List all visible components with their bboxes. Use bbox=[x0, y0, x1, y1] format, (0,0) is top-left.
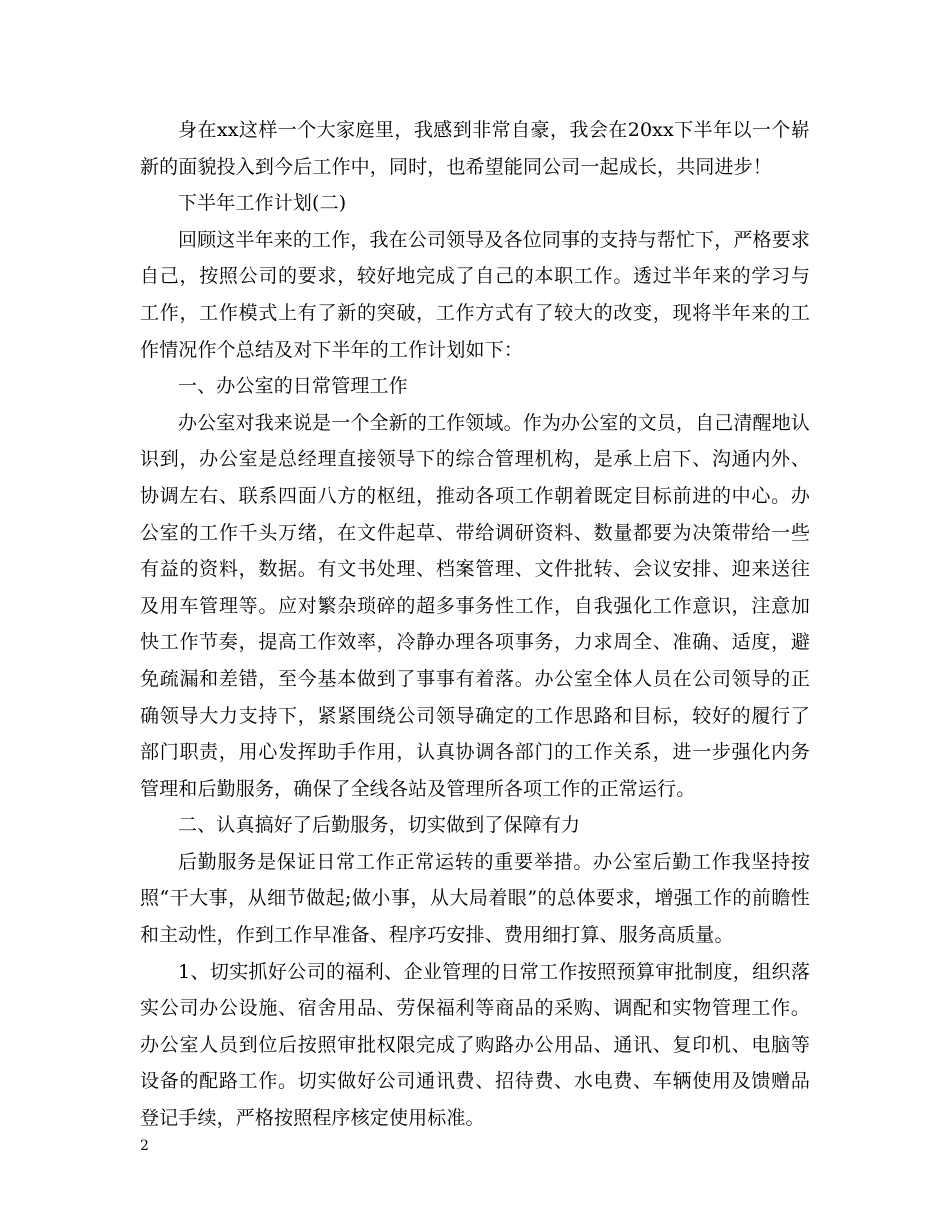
paragraph-logistics-service: 后勤服务是保证日常工作正常运转的重要举措。办公室后勤工作我坚持按照“干大事，从细节做起;做小事，从大局着眼”的总体要求，增强工作的前瞻性和主动性，作到工作早准备、程序巧安排、费用细打算、服务高质量。 bbox=[140, 850, 810, 947]
section-title-plan-two: 下半年工作计划(二) bbox=[178, 192, 347, 215]
heading-office-management: 一、办公室的日常管理工作 bbox=[178, 375, 408, 398]
paragraph-office-management: 办公室对我来说是一个全新的工作领域。作为办公室的文员，自己清醒地认识到，办公室是总经理直接领导下的综合管理机构，是承上启下、沟通内外、协调左右、联系四面八方的枢纽，推动各项工作朝着既定目标前进的中心。办公室的工作千头万绪，在文件起草、带给调研资料、数量都要为决策带给一些有益的资料，数据。有文书处理、档案管理、文件批转、会议安排、迎来送往及用车管理等。应对繁杂琐碎的超多事务性工作，自我强化工作意识，注意加快工作节奏，提高工作效率，冷静办理各项事务，力求周全、准确、适度，避免疏漏和差错，至今基本做到了事事有着落。办公室全体人员在公司领导的正确领导大力支持下，紧紧围绕公司领导确定的工作思路和目标，较好的履行了部门职责，用心发挥助手作用，认真协调各部门的工作关系，进一步强化内务管理和后勤服务，确保了全线各站及管理所各项工作的正常运行。 bbox=[140, 411, 810, 800]
page-number: 2 bbox=[140, 1138, 149, 1154]
heading-logistics-service: 二、认真搞好了后勤服务，切实做到了保障有力 bbox=[178, 814, 581, 837]
paragraph-welfare-management: 1、切实抓好公司的福利、企业管理的日常工作按照预算审批制度，组织落实公司办公设施、宿舍用品、劳保福利等商品的采购、调配和实物管理工作。办公室人员到位后按照审批权限完成了购路办公用品、通讯、复印机、电脑等设备的配路工作。切实做好公司通讯费、招待费、水电费、车辆使用及馈赠品登记手续，严格按照程序核定使用标准。 bbox=[140, 960, 810, 1130]
paragraph-review: 回顾这半年来的工作，我在公司领导及各位同事的支持与帮忙下，严格要求自己，按照公司的要求，较好地完成了自己的本职工作。透过半年来的学习与工作，工作模式上有了新的突破，工作方式有了较大的改变，现将半年来的工作情况作个总结及对下半年的工作计划如下： bbox=[140, 228, 810, 361]
document-body bbox=[140, 112, 810, 1137]
paragraph-closing-remarks: 身在xx这样一个大家庭里，我感到非常自豪，我会在20xx下半年以一个崭新的面貌投入到今后工作中，同时，也希望能同公司一起成长，共同进步！ bbox=[140, 119, 810, 178]
